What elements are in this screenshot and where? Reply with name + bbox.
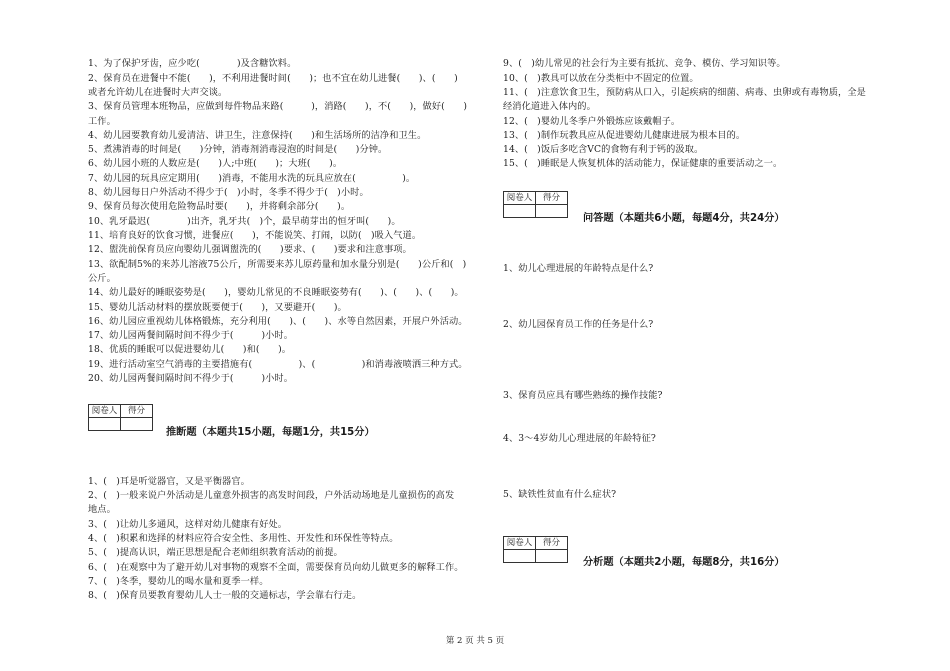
judge-question-10: 10、( )教具可以放在分类柜中不固定的位置。 — [503, 73, 699, 84]
fill-question-5: 5、煮沸消毒的时间是( )分钟，消毒剂消毒浸泡的时间是( )分钟。 — [88, 144, 388, 155]
fill-question-18: 18、优质的睡眠可以促进婴幼儿( )和( )。 — [88, 344, 292, 355]
qa-question-1: 1、幼儿心理进展的年龄特点是什么? — [503, 263, 654, 274]
score-cell — [536, 550, 568, 563]
judge-question-13: 13、( )制作玩教具应从促进婴幼儿健康进展为根本目的。 — [503, 130, 746, 141]
fill-question-17: 17、幼儿园两餐间隔时间不得少于( )小时。 — [88, 330, 294, 341]
qa-question-4: 4、3～4岁幼儿心理进展的年龄特征? — [503, 433, 656, 444]
fill-question-19: 19、进行活动室空气消毒的主要措施有( )、( )和消毒液喷洒三种方式。 — [88, 359, 468, 370]
grader-cell — [89, 418, 121, 431]
score-box-analysis — [503, 536, 568, 563]
fill-question-9: 9、保育员每次使用危险物品时要( )，并将剩余部分( )。 — [88, 201, 351, 212]
judge-question-9: 9、( )幼儿常见的社会行为主要有抵抗、竞争、模仿、学习知识等。 — [503, 58, 786, 69]
judge-question-6: 6、( )在观察中为了避开幼儿对事物的观察不全面，需要保育员向幼儿做更多的解释工作。 — [88, 562, 464, 573]
score-label: 得分 — [536, 192, 568, 205]
fill-question-6: 6、幼儿园小班的人数应是( )人;中班( )；大班( )。 — [88, 158, 343, 169]
fill-question-15: 15、婴幼儿活动材料的摆放既要便于( )，又要避开( )。 — [88, 302, 347, 313]
qa-question-2: 2、幼儿园保育员工作的任务是什么? — [503, 319, 654, 330]
score-label: 得分 — [536, 537, 568, 550]
score-cell — [536, 205, 568, 218]
score-cell — [121, 418, 153, 431]
qa-question-5: 5、缺铁性贫血有什么症状? — [503, 489, 617, 500]
fill-question-16: 16、幼儿园应重视幼儿体格锻炼，充分利用( )、( )、水等自然因素，开展户外活动。 — [88, 316, 468, 327]
fill-question-10: 10、乳牙最迟( )出齐，乳牙共( )个，最早萌芽出的恒牙叫( )。 — [88, 216, 401, 227]
fill-question-13: 13、欲配制5%的来苏儿溶液75公斤，所需要来苏儿原药量和加水量分别是( )公斤和( ) — [88, 259, 467, 270]
judge-question-5: 5、( )提高认识，端正思想是配合老师组织教育活动的前提。 — [88, 547, 343, 558]
judge-question-2-cont: 地点。 — [88, 504, 116, 515]
grader-cell — [504, 550, 536, 563]
fill-question-8: 8、幼儿园每日户外活动不得少于( )小时，冬季不得少于( )小时。 — [88, 187, 369, 198]
fill-question-2: 2、保育员在进餐中不能( )，不利用进餐时间( )；也不宜在幼儿进餐( )、( ) — [88, 73, 458, 84]
judge-question-1: 1、( )耳是听觉器官，又是平衡器官。 — [88, 476, 250, 487]
judge-question-7: 7、( )冬季，婴幼儿的喝水量和夏季一样。 — [88, 576, 269, 587]
judge-question-12: 12、( )婴幼儿冬季户外锻炼应该戴帽子。 — [503, 116, 681, 127]
analysis-section-title: 分析题（本题共2小题，每题8分，共16分） — [583, 557, 785, 568]
fill-question-3: 3、保育员管理本班物品，应做到每件物品来路( )，消路( )，不( )，做好( ) — [88, 101, 468, 112]
judge-section-title: 推断题（本题共15小题，每题1分，共15分） — [166, 427, 375, 438]
fill-question-13-cont: 公斤。 — [88, 273, 116, 284]
qa-section-title: 问答题（本题共6小题，每题4分，共24分） — [583, 213, 785, 224]
grader-label: 阅卷人 — [504, 537, 536, 550]
judge-question-2: 2、( )一般来说户外活动是儿童意外损害的高发时间段，户外活动场地是儿童损伤的高发 — [88, 490, 455, 501]
judge-question-11: 11、( )注意饮食卫生，预防病从口入，引起疾病的细菌、病毒、虫卵或有毒物质，全是 — [503, 87, 866, 98]
score-label: 得分 — [121, 405, 153, 418]
score-box-judge — [88, 404, 153, 431]
fill-question-12: 12、盥洗前保育员应向婴幼儿强调盥洗的( )要求、( )要求和注意事项。 — [88, 244, 412, 255]
qa-question-3: 3、保育员应具有哪些熟练的操作技能? — [503, 390, 663, 401]
grader-label: 阅卷人 — [89, 405, 121, 418]
fill-question-11: 11、培育良好的饮食习惯，进餐应( )，不能说笑、打闹，以防( )吸入气道。 — [88, 230, 422, 241]
fill-question-14: 14、幼儿最好的睡眠姿势是( )，婴幼儿常见的不良睡眠姿势有( )、( )、( )。 — [88, 287, 464, 298]
fill-question-20: 20、幼儿园两餐间隔时间不得少于( )小时。 — [88, 373, 294, 384]
fill-question-4: 4、幼儿园要教育幼儿爱清洁、讲卫生，注意保持( )和生活场所的洁净和卫生。 — [88, 130, 427, 141]
fill-question-1: 1、为了保护牙齿，应少吃( )及含糖饮料。 — [88, 58, 297, 69]
score-box-qa — [503, 191, 568, 218]
fill-question-3-cont: 工作。 — [88, 116, 116, 127]
fill-question-2-cont: 或者允许幼儿在进餐时大声交谈。 — [88, 87, 228, 98]
judge-question-14: 14、( )饭后多吃含VC的食物有利于钙的汲取。 — [503, 144, 704, 155]
judge-question-11-cont: 经消化道进入体内的。 — [503, 101, 596, 112]
judge-question-4: 4、( )积累和选择的材料应符合安全性、多用性、开发性和环保性等特点。 — [88, 533, 399, 544]
fill-question-7: 7、幼儿园的玩具应定期用( )消毒，不能用水洗的玩具应放在( )。 — [88, 173, 416, 184]
judge-question-15: 15、( )睡眠是人恢复机体的活动能力，保证健康的重要活动之一。 — [503, 158, 783, 169]
grader-cell — [504, 205, 536, 218]
grader-label: 阅卷人 — [504, 192, 536, 205]
judge-question-8: 8、( )保育员要教育婴幼儿人士一般的交通标志，学会靠右行走。 — [88, 590, 362, 601]
judge-question-3: 3、( )让幼儿多通风，这样对幼儿健康有好处。 — [88, 519, 288, 530]
page-number: 第 2 页 共 5 页 — [445, 636, 505, 646]
